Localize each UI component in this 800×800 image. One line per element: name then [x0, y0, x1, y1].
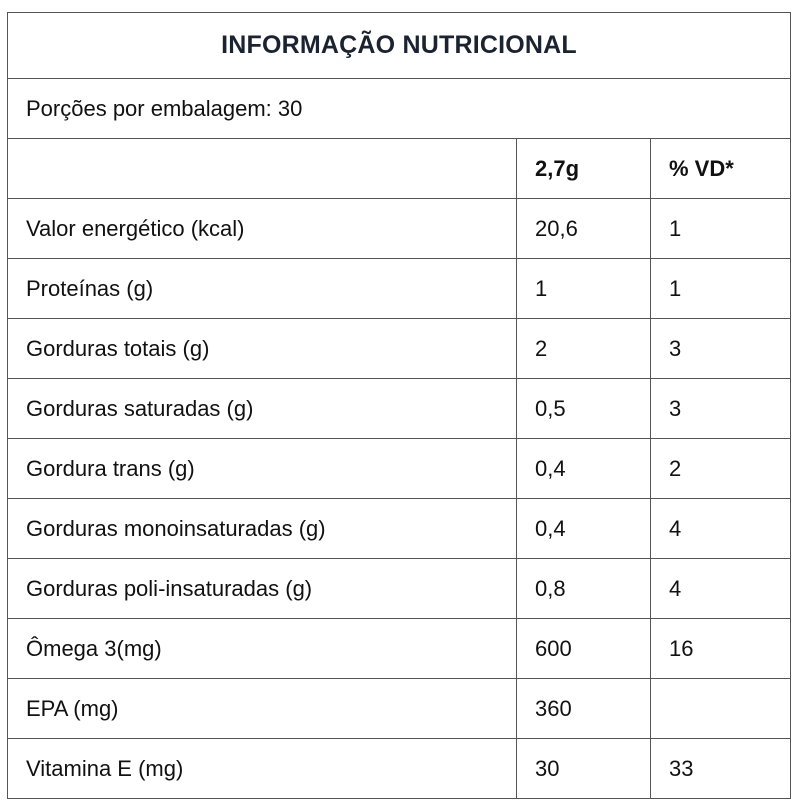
nutrient-dv — [650, 679, 790, 738]
nutrient-amount: 0,4 — [516, 499, 650, 558]
nutrient-amount: 0,8 — [516, 559, 650, 618]
table-row — [8, 559, 790, 619]
header-row — [8, 139, 790, 199]
nutrient-name: Gordura trans (g) — [26, 455, 195, 481]
table-row — [8, 739, 790, 799]
nutrient-name: Gorduras poli-insaturadas (g) — [26, 575, 313, 601]
table-row — [8, 499, 790, 559]
table-row — [8, 199, 790, 259]
nutrient-name: Vitamina E (mg) — [26, 755, 184, 781]
table-row — [8, 319, 790, 379]
header-portion: 2,7g — [516, 139, 650, 198]
title-row — [8, 13, 790, 79]
nutrient-dv: 4 — [650, 499, 790, 558]
nutrient-amount: 30 — [516, 739, 650, 798]
table-title: INFORMAÇÃO NUTRICIONAL — [221, 31, 577, 59]
nutrient-dv: 1 — [650, 199, 790, 258]
table-row — [8, 439, 790, 499]
table-row — [8, 379, 790, 439]
table-row — [8, 619, 790, 679]
nutrient-dv: 33 — [650, 739, 790, 798]
nutrient-name: Proteínas (g) — [26, 275, 154, 301]
servings-text: Porções por embalagem: 30 — [26, 95, 303, 121]
nutrient-name: Gorduras saturadas (g) — [26, 395, 254, 421]
nutrient-name: Gorduras totais (g) — [26, 335, 210, 361]
nutrient-dv: 1 — [650, 259, 790, 318]
nutrition-facts-table — [7, 12, 791, 799]
nutrient-dv: 2 — [650, 439, 790, 498]
nutrient-name: Valor energético (kcal) — [26, 215, 245, 241]
nutrient-amount: 2 — [516, 319, 650, 378]
nutrient-name: EPA (mg) — [26, 695, 119, 721]
nutrient-amount: 0,5 — [516, 379, 650, 438]
servings-row — [8, 79, 790, 139]
nutrient-amount: 20,6 — [516, 199, 650, 258]
table-row — [8, 259, 790, 319]
header-daily-value: % VD* — [650, 139, 790, 198]
nutrient-dv: 16 — [650, 619, 790, 678]
nutrient-amount: 360 — [516, 679, 650, 738]
nutrient-dv: 3 — [650, 379, 790, 438]
nutrient-amount: 0,4 — [516, 439, 650, 498]
nutrient-name: Gorduras monoinsaturadas (g) — [26, 515, 326, 541]
nutrient-amount: 1 — [516, 259, 650, 318]
header-nutrient — [8, 139, 516, 198]
nutrient-dv: 3 — [650, 319, 790, 378]
nutrient-amount: 600 — [516, 619, 650, 678]
nutrient-name: Ômega 3(mg) — [26, 635, 162, 661]
table-row — [8, 679, 790, 739]
nutrient-dv: 4 — [650, 559, 790, 618]
